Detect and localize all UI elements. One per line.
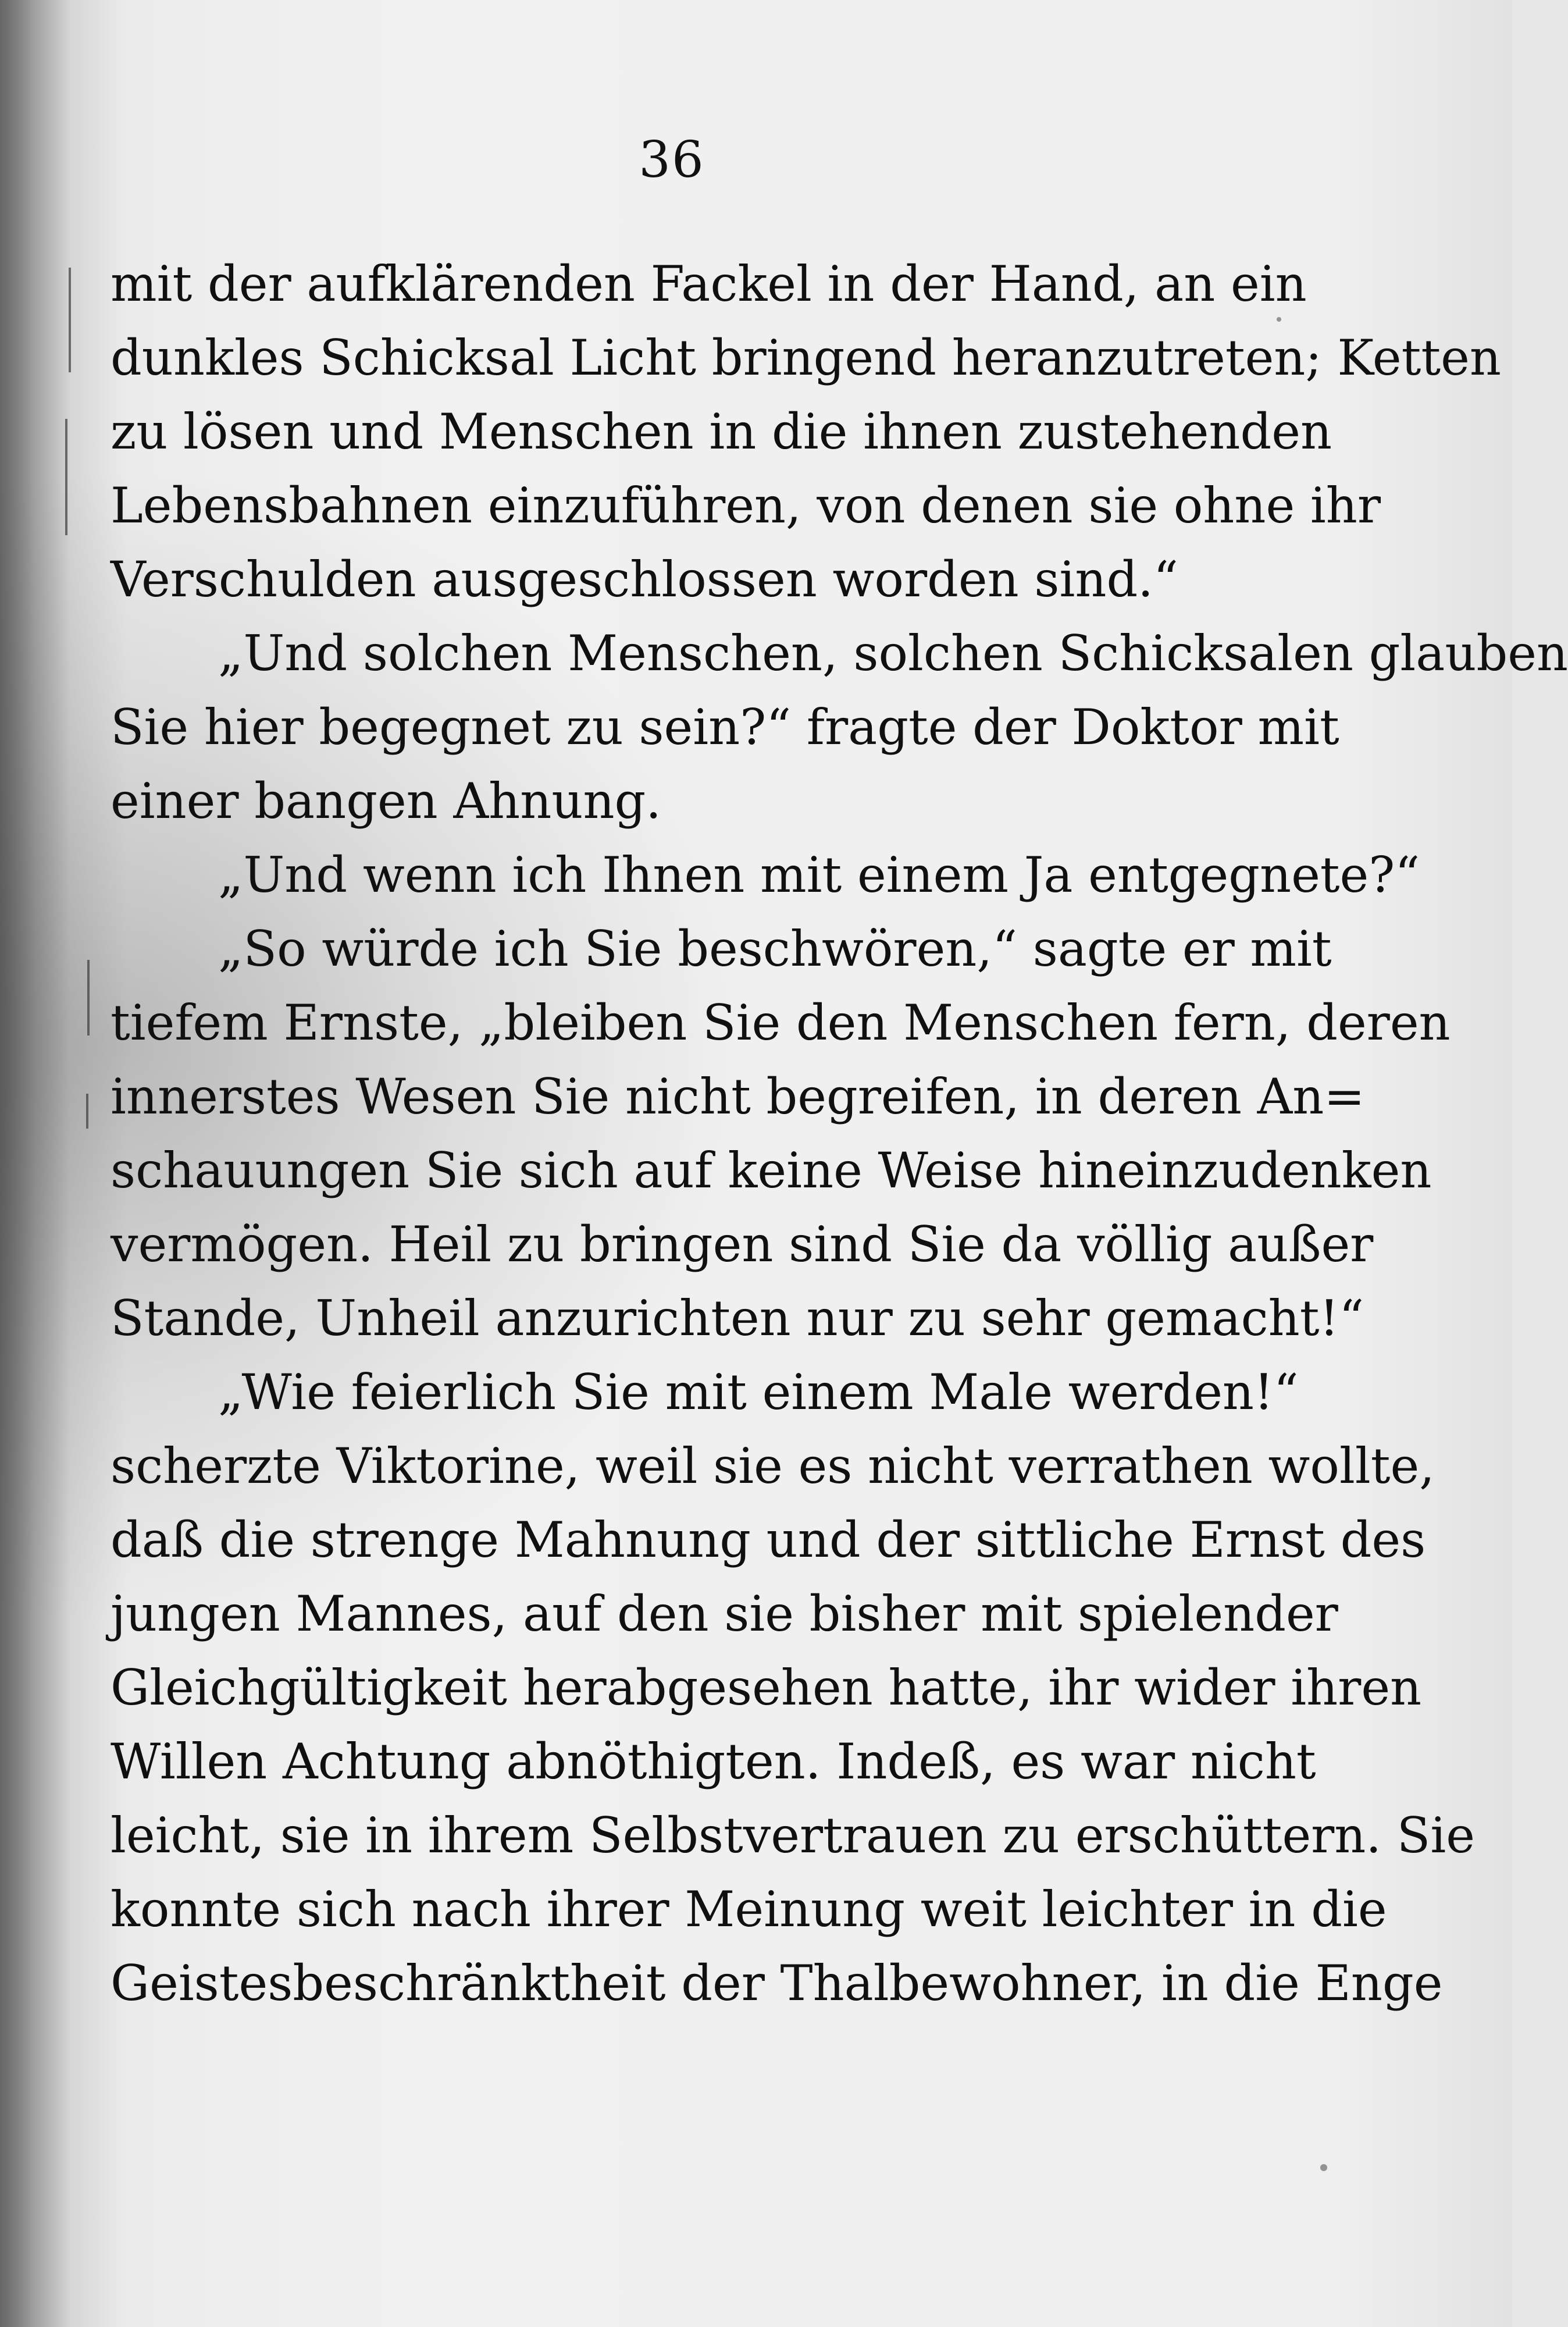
text-line: einer bangen Ahnung. (111, 773, 662, 830)
text-line: tiefem Ernste, „bleiben Sie den Menschen fern, deren (111, 994, 1451, 1051)
text-line: Verschulden ausgeschlossen worden sind.“ (111, 551, 1178, 608)
text-line: Lebensbahnen einzuführen, von denen sie ohne ihr (111, 477, 1381, 534)
text-line: mit der aufklärenden Fackel in der Hand, an ein (111, 255, 1307, 312)
margin-pencil-mark (65, 419, 67, 535)
paper-speck (1277, 317, 1281, 322)
text-line: konnte sich nach ihrer Meinung weit leichter in die (111, 1881, 1387, 1938)
text-line: Stande, Unheil anzurichten nur zu sehr gemacht!“ (111, 1290, 1364, 1347)
text-line: jungen Mannes, auf den sie bisher mit spielender (111, 1585, 1338, 1642)
text-line: Willen Achtung abnöthigten. Indeß, es war nicht (111, 1733, 1316, 1790)
text-line: „Wie feierlich Sie mit einem Male werden!“ (218, 1364, 1299, 1421)
text-line: Sie hier begegnet zu sein?“ fragte der Doktor mit (111, 699, 1339, 756)
text-line: leicht, sie in ihrem Selbstvertrauen zu erschüttern. Sie (111, 1807, 1475, 1864)
text-line: dunkles Schicksal Licht bringend heranzutreten; Ketten (111, 329, 1501, 386)
spine-shadow (0, 0, 70, 2327)
margin-pencil-mark (87, 960, 90, 1036)
page-number: 36 (639, 131, 705, 189)
margin-pencil-mark (69, 268, 71, 372)
text-line: zu lösen und Menschen in die ihnen zustehenden (111, 403, 1332, 460)
text-line: „So würde ich Sie beschwören,“ sagte er mit (218, 920, 1332, 977)
text-line: scherzte Viktorine, weil sie es nicht verrathen wollte, (111, 1438, 1435, 1495)
margin-pencil-mark (86, 1094, 88, 1129)
text-line: innerstes Wesen Sie nicht begreifen, in deren An= (111, 1068, 1365, 1125)
text-line: schauungen Sie sich auf keine Weise hineinzudenken (111, 1142, 1432, 1199)
text-line: Geistesbeschränktheit der Thalbewohner, in die Enge (111, 1955, 1443, 2012)
text-line: daß die strenge Mahnung und der sittliche Ernst des (111, 1511, 1426, 1568)
text-line: „Und solchen Menschen, solchen Schicksalen glauben (218, 625, 1568, 682)
paper-speck (1320, 2164, 1327, 2171)
text-line: Gleichgültigkeit herabgesehen hatte, ihr wider ihren (111, 1659, 1422, 1716)
text-line: „Und wenn ich Ihnen mit einem Ja entgegnete?“ (218, 846, 1420, 903)
text-line: vermögen. Heil zu bringen sind Sie da völlig außer (111, 1216, 1374, 1273)
body-text (111, 247, 1568, 2020)
